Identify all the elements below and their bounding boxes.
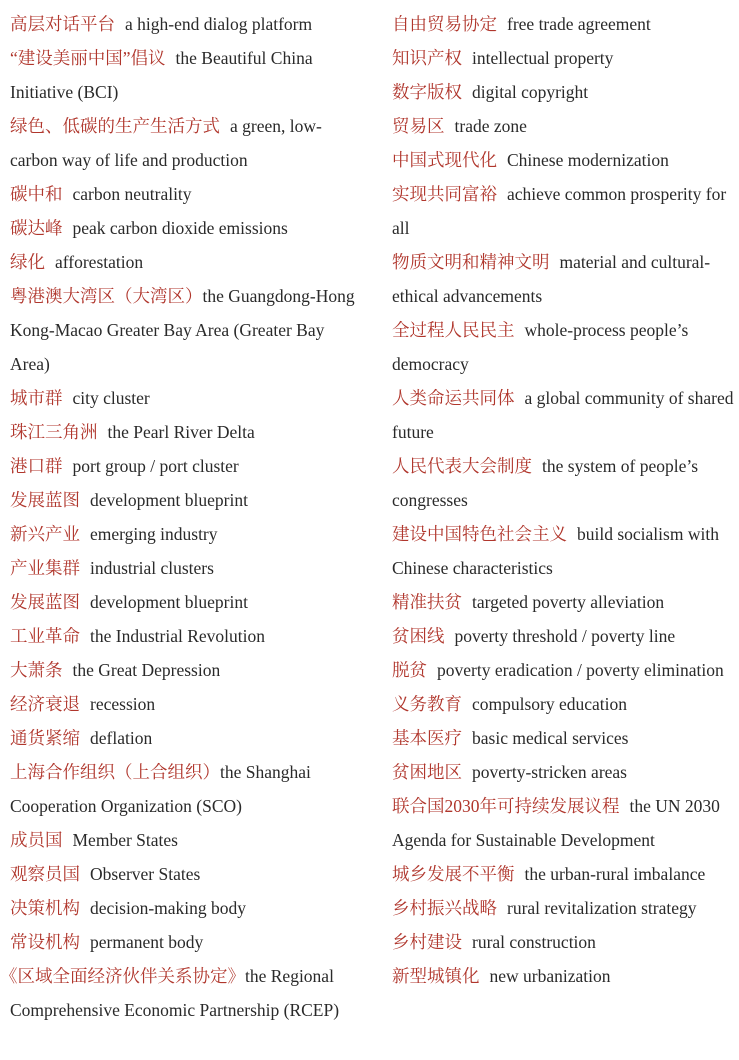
glossary-entry	[10, 551, 360, 585]
term-chinese: 城乡发展不平衡	[392, 864, 515, 884]
term-english: the Shanghai Cooperation Organization (SCO)	[10, 762, 311, 816]
term-chinese: 脱贫	[392, 660, 427, 680]
glossary-entry	[10, 517, 360, 551]
term-english: deflation	[90, 728, 153, 748]
term-english: poverty threshold / poverty line	[454, 626, 676, 646]
glossary-entry	[392, 959, 737, 993]
term-english: build socialism with Chinese characteristics	[392, 524, 719, 578]
term-chinese: 贫困线	[392, 626, 445, 646]
term-chinese: 贸易区	[392, 116, 445, 136]
term-english: rural construction	[472, 932, 596, 952]
term-chinese: 成员国	[10, 830, 63, 850]
glossary-entry	[392, 687, 737, 721]
term-chinese: 决策机构	[10, 898, 80, 918]
term-english: whole-process people’s democracy	[392, 320, 689, 374]
glossary-entry	[10, 279, 360, 381]
glossary-entry	[10, 891, 360, 925]
term-english: free trade agreement	[507, 14, 651, 34]
glossary-column-left	[0, 7, 360, 1027]
glossary-entry	[392, 109, 737, 143]
term-english: new urbanization	[489, 966, 611, 986]
term-english: emerging industry	[90, 524, 218, 544]
term-english: the Beautiful China Initiative (BCI)	[10, 48, 313, 102]
glossary-entry	[392, 891, 737, 925]
glossary-entry	[392, 449, 737, 517]
term-english: port group / port cluster	[72, 456, 239, 476]
term-chinese: 粤港澳大湾区（大湾区）	[10, 286, 203, 306]
term-english: targeted poverty alleviation	[472, 592, 665, 612]
term-english: the system of people’s congresses	[392, 456, 699, 510]
term-english: a high-end dialog platform	[125, 14, 313, 34]
glossary-entry	[10, 245, 360, 279]
term-english: rural revitalization strategy	[507, 898, 697, 918]
term-english: intellectual property	[472, 48, 614, 68]
term-english: carbon neutrality	[72, 184, 192, 204]
term-chinese: 发展蓝图	[10, 490, 80, 510]
glossary-entry	[10, 653, 360, 687]
glossary-entry	[10, 109, 360, 177]
glossary-entry	[10, 415, 360, 449]
glossary-entry	[10, 381, 360, 415]
term-english: the urban-rural imbalance	[524, 864, 706, 884]
term-chinese: 全过程人民民主	[392, 320, 515, 340]
term-english: Observer States	[90, 864, 201, 884]
term-chinese: 大萧条	[10, 660, 63, 680]
glossary-entry	[392, 381, 737, 449]
term-chinese: 常设机构	[10, 932, 80, 952]
term-chinese: 港口群	[10, 456, 63, 476]
glossary-entry	[392, 789, 737, 857]
glossary-entry	[392, 755, 737, 789]
term-chinese: 人类命运共同体	[392, 388, 515, 408]
term-chinese: 碳达峰	[10, 218, 63, 238]
term-chinese: 绿色、低碳的生产生活方式	[10, 116, 220, 136]
term-chinese: 珠江三角洲	[10, 422, 98, 442]
glossary-entry	[10, 7, 360, 41]
glossary-entry	[10, 177, 360, 211]
term-chinese: “建设美丽中国”倡议	[10, 48, 166, 68]
glossary-column-right	[392, 7, 737, 993]
term-chinese: 观察员国	[10, 864, 80, 884]
term-chinese: 知识产权	[392, 48, 462, 68]
glossary-entry	[392, 925, 737, 959]
glossary-entry	[392, 585, 737, 619]
term-english: the UN 2030 Agenda for Sustainable Development	[392, 796, 720, 850]
glossary-entry	[10, 755, 360, 823]
glossary-entry	[10, 721, 360, 755]
term-english: compulsory education	[472, 694, 628, 714]
term-chinese: 上海合作组织（上合组织）	[10, 762, 220, 782]
term-english: poverty eradication / poverty elimination	[437, 660, 724, 680]
term-english: the Industrial Revolution	[90, 626, 265, 646]
glossary-entry	[10, 483, 360, 517]
term-chinese: 通货紧缩	[10, 728, 80, 748]
glossary-entry	[10, 823, 360, 857]
term-english: poverty-stricken areas	[472, 762, 627, 782]
term-english: the Pearl River Delta	[107, 422, 255, 442]
term-chinese: 《区域全面经济伙伴关系协定》	[0, 966, 245, 986]
term-chinese: 乡村振兴战略	[392, 898, 497, 918]
glossary-entry	[10, 925, 360, 959]
glossary-entry	[392, 177, 737, 245]
term-chinese: 物质文明和精神文明	[392, 252, 550, 272]
term-english: basic medical services	[472, 728, 629, 748]
term-english: trade zone	[454, 116, 527, 136]
term-chinese: 城市群	[10, 388, 63, 408]
glossary-entry	[392, 517, 737, 585]
term-chinese: 产业集群	[10, 558, 80, 578]
term-english: city cluster	[72, 388, 150, 408]
glossary-entry	[392, 857, 737, 891]
term-chinese: 数字版权	[392, 82, 462, 102]
glossary-entry	[392, 619, 737, 653]
glossary-entry	[10, 211, 360, 245]
term-english: material and cultural-ethical advancements	[392, 252, 711, 306]
glossary-entry	[392, 7, 737, 41]
term-chinese: 人民代表大会制度	[392, 456, 532, 476]
term-english: industrial clusters	[90, 558, 214, 578]
term-chinese: 中国式现代化	[392, 150, 497, 170]
term-english: permanent body	[90, 932, 204, 952]
term-chinese: 基本医疗	[392, 728, 462, 748]
glossary-entry	[392, 313, 737, 381]
term-chinese: 贫困地区	[392, 762, 462, 782]
term-chinese: 高层对话平台	[10, 14, 115, 34]
term-english: achieve common prosperity for all	[392, 184, 727, 238]
term-english: development blueprint	[90, 490, 248, 510]
term-english: afforestation	[55, 252, 144, 272]
term-chinese: 绿化	[10, 252, 45, 272]
term-english: the Great Depression	[72, 660, 221, 680]
term-english: decision-making body	[90, 898, 247, 918]
term-english: the Guangdong-Hong Kong-Macao Greater Bay Area (Greater Bay Area)	[10, 286, 355, 374]
term-chinese: 碳中和	[10, 184, 63, 204]
term-chinese: 义务教育	[392, 694, 462, 714]
term-chinese: 经济衰退	[10, 694, 80, 714]
glossary-entry	[10, 687, 360, 721]
glossary-entry	[392, 41, 737, 75]
term-english: digital copyright	[472, 82, 589, 102]
term-chinese: 新兴产业	[10, 524, 80, 544]
term-english: peak carbon dioxide emissions	[72, 218, 288, 238]
term-chinese: 发展蓝图	[10, 592, 80, 612]
term-chinese: 建设中国特色社会主义	[392, 524, 567, 544]
term-english: Chinese modernization	[507, 150, 669, 170]
term-english: recession	[90, 694, 156, 714]
glossary-entry	[392, 653, 737, 687]
term-chinese: 工业革命	[10, 626, 80, 646]
term-english: a green, low-carbon way of life and production	[10, 116, 322, 170]
glossary-entry	[10, 619, 360, 653]
term-chinese: 精准扶贫	[392, 592, 462, 612]
term-chinese: 乡村建设	[392, 932, 462, 952]
glossary-entry	[392, 721, 737, 755]
term-english: the Regional Comprehensive Economic Partnership (RCEP)	[10, 966, 340, 1020]
glossary-entry	[392, 75, 737, 109]
term-chinese: 实现共同富裕	[392, 184, 497, 204]
glossary-entry	[392, 245, 737, 313]
term-english: development blueprint	[90, 592, 248, 612]
term-english: a global community of shared future	[392, 388, 734, 442]
glossary-entry	[0, 959, 360, 1027]
term-english: Member States	[72, 830, 178, 850]
glossary-entry	[392, 143, 737, 177]
glossary-entry	[10, 857, 360, 891]
term-chinese: 联合国2030年可持续发展议程	[392, 796, 620, 816]
term-chinese: 自由贸易协定	[392, 14, 497, 34]
glossary-entry	[10, 41, 360, 109]
term-chinese: 新型城镇化	[392, 966, 480, 986]
glossary-entry	[10, 449, 360, 483]
glossary-entry	[10, 585, 360, 619]
